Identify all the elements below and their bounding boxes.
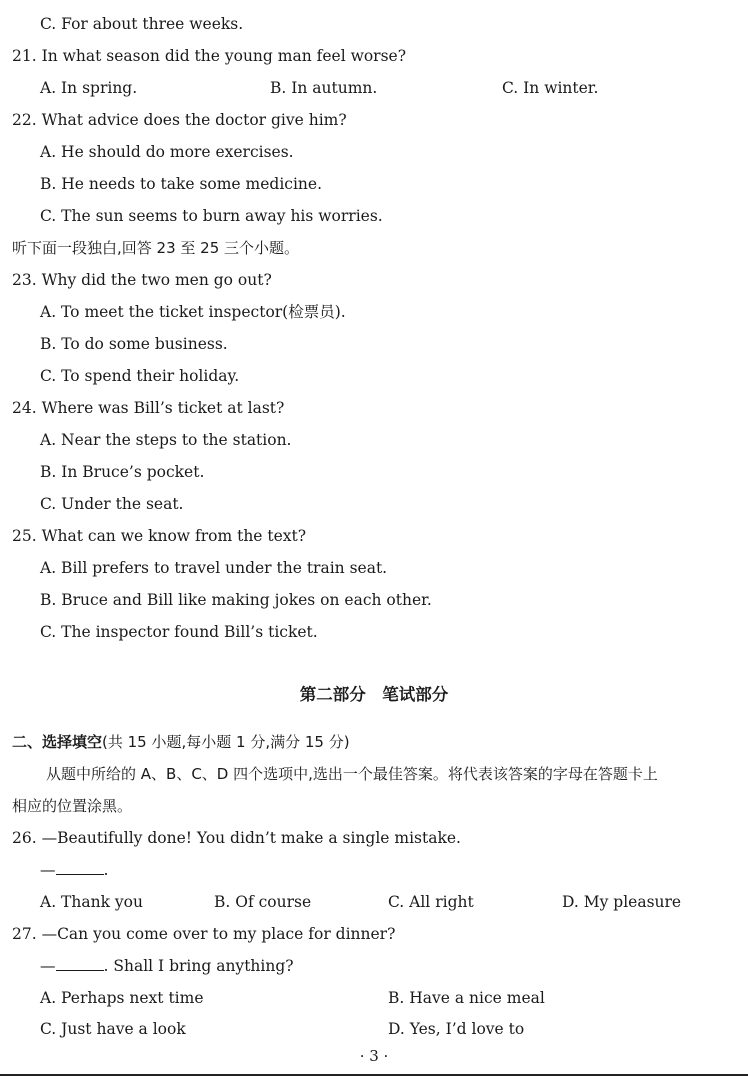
question-stem: 27. —Can you come over to my place for dinner? [12, 925, 396, 943]
question-option: A. To meet the ticket inspector(检票员). [40, 303, 346, 321]
answer-blank [56, 860, 104, 875]
question-option: B. Of course [214, 893, 312, 911]
bottom-rule [0, 1074, 748, 1076]
question-stem: 24. Where was Bill’s ticket at last? [12, 399, 285, 417]
question-option: D. Yes, I’d love to [388, 1020, 525, 1038]
question-option: A. Perhaps next time [40, 989, 204, 1007]
section-heading-bold: 二、选择填空 [12, 733, 103, 751]
question-option: A. Thank you [40, 893, 143, 911]
question-option: B. To do some business. [40, 335, 228, 353]
question-option: A. Near the steps to the station. [40, 431, 292, 449]
question-option: C. The inspector found Bill’s ticket. [40, 623, 318, 641]
answer-blank [56, 956, 104, 971]
question-option: C. Just have a look [40, 1020, 186, 1038]
section-heading-rest: (共 15 小题,每小题 1 分,满分 15 分) [102, 733, 350, 751]
question-reply [40, 860, 108, 880]
reply-suffix: . Shall I bring anything? [103, 957, 294, 975]
question-stem: 25. What can we know from the text? [12, 527, 307, 545]
reply-dash: — [40, 861, 56, 879]
question-reply [40, 956, 294, 976]
question-option: D. My pleasure [562, 893, 682, 911]
reply-suffix: . [103, 861, 109, 879]
section-title: 第二部分 笔试部分 [299, 685, 449, 704]
question-option: A. In spring. [40, 79, 138, 97]
question-option: C. The sun seems to burn away his worries. [40, 207, 383, 225]
section-instruction: 从题中所给的 A、B、C、D 四个选项中,选出一个最佳答案。将代表该答案的字母在答题卡上 [46, 765, 658, 783]
section-heading [12, 732, 350, 752]
question-stem: 22. What advice does the doctor give him? [12, 111, 347, 129]
question-option: B. In Bruce’s pocket. [40, 463, 205, 481]
question-option: C. Under the seat. [40, 495, 184, 513]
question-option: B. Bruce and Bill like making jokes on each other. [40, 591, 432, 609]
question-stem: 26. —Beautifully done! You didn’t make a single mistake. [12, 829, 461, 847]
question-stem: 23. Why did the two men go out? [12, 271, 272, 289]
question-option: A. Bill prefers to travel under the train seat. [40, 559, 388, 577]
question-option: C. All right [388, 893, 474, 911]
question-stem: 21. In what season did the young man feel worse? [12, 47, 407, 65]
question-option: C. For about three weeks. [40, 15, 244, 33]
question-option: B. In autumn. [270, 79, 378, 97]
question-option: C. In winter. [502, 79, 599, 97]
question-option: B. Have a nice meal [388, 989, 545, 1007]
reply-dash: — [40, 957, 56, 975]
question-option: B. He needs to take some medicine. [40, 175, 322, 193]
listening-instruction: 听下面一段独白,回答 23 至 25 三个小题。 [12, 239, 300, 257]
page-number: · 3 · [359, 1047, 389, 1065]
question-option: A. He should do more exercises. [40, 143, 294, 161]
section-instruction: 相应的位置涂黑。 [12, 797, 133, 815]
question-option: C. To spend their holiday. [40, 367, 240, 385]
